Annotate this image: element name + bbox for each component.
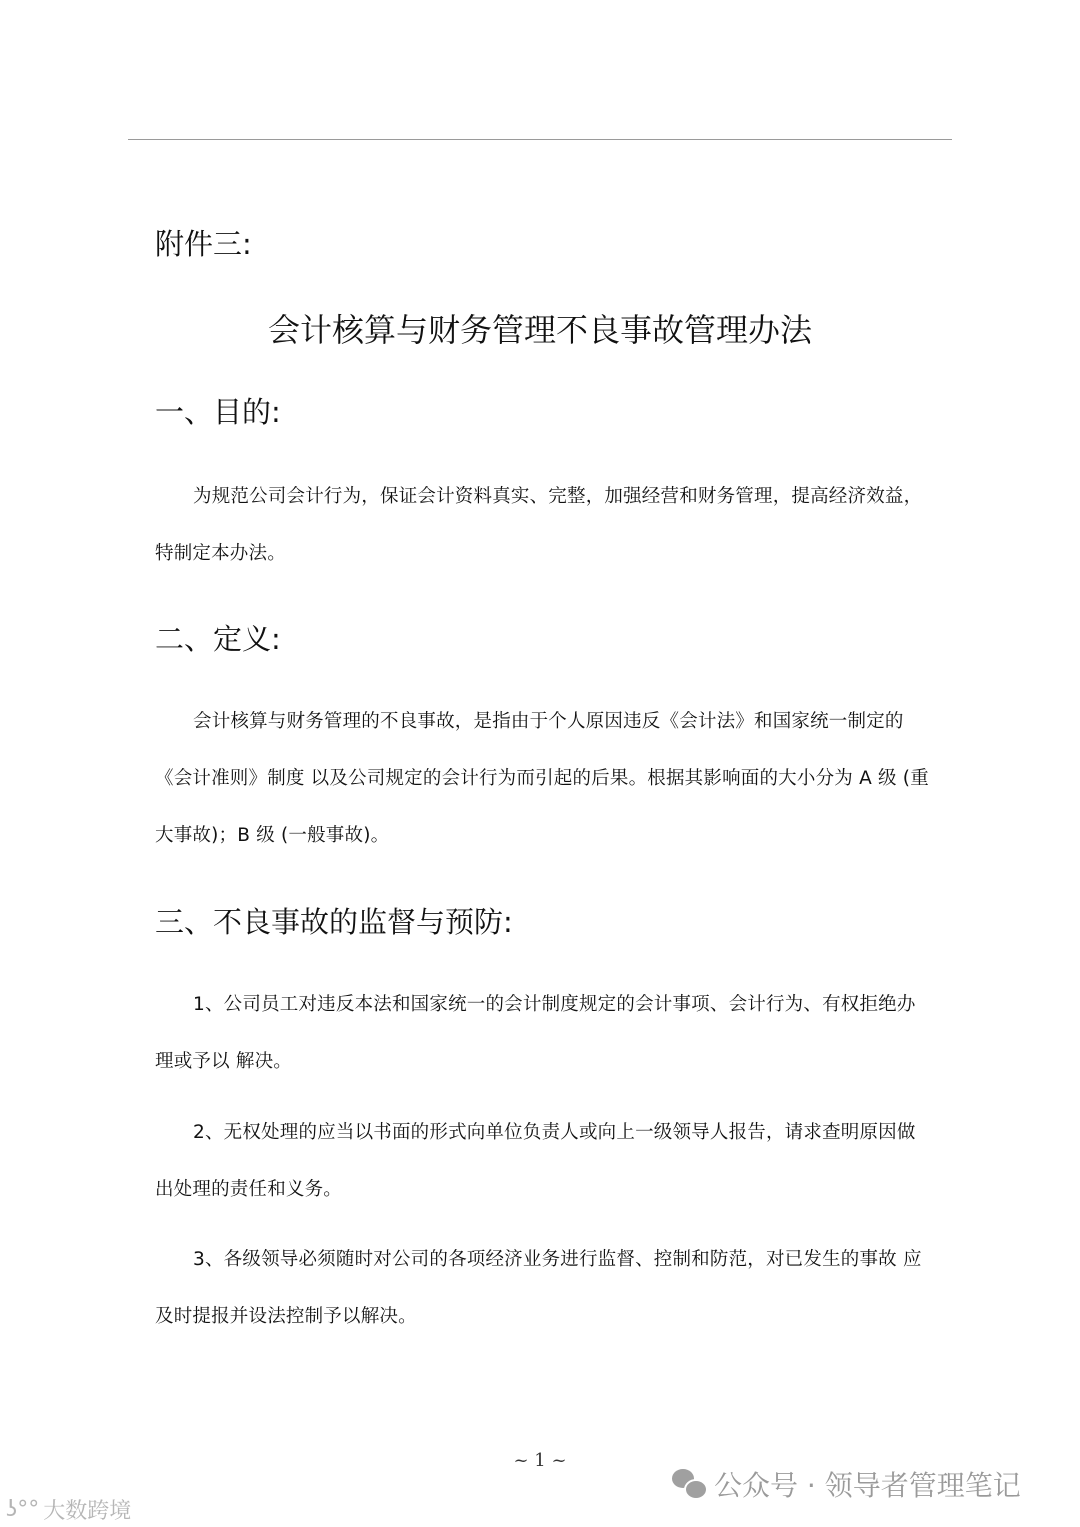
section-heading-definition: 二、定义: — [155, 622, 281, 656]
watermark-wechat — [672, 1464, 1021, 1504]
list-item-line: 及时提报并设法控制予以解决。 — [155, 1306, 417, 1327]
document-title: 会计核算与财务管理不良事故管理办法 — [267, 311, 812, 349]
watermark-text: 大数跨境 — [43, 1499, 132, 1524]
list-item-line: 2、无权处理的应当以书面的形式向单位负责人或向上一级领导人报告，请求查明原因做 — [193, 1122, 916, 1143]
page-number: ~ 1 ~ — [513, 1450, 567, 1471]
paragraph-line: 大事故)；B 级 (一般事故)。 — [155, 825, 390, 846]
paragraph-line: 特制定本办法。 — [155, 543, 286, 564]
annex-label: 附件三: — [155, 227, 252, 261]
section-heading-supervision: 三、不良事故的监督与预防: — [155, 905, 513, 939]
list-item-line: 1、公司员工对违反本法和国家统一的会计制度规定的会计事项、会计行为、有权拒绝办 — [193, 994, 916, 1015]
list-item-line: 3、各级领导必须随时对公司的各项经济业务进行监督、控制和防范，对已发生的事故 应 — [193, 1249, 922, 1270]
paragraph-line: 《会计准则》制度 以及公司规定的会计行为而引起的后果。根据其影响面的大小分为 A 级 (重 — [155, 768, 929, 789]
paragraph-line: 会计核算与财务管理的不良事故，是指由于个人原因违反《会计法》和国家统一制定的 — [193, 711, 904, 732]
header-rule — [128, 139, 952, 140]
section-heading-purpose: 一、目的: — [155, 395, 281, 429]
wechat-icon — [672, 1469, 706, 1499]
paragraph-line: 为规范公司会计行为，保证会计资料真实、完整，加强经营和财务管理，提高经济效益， — [193, 486, 923, 507]
list-item-line: 理或予以 解决。 — [155, 1051, 292, 1072]
watermark-text: 公众号 · 领导者管理笔记 — [714, 1469, 1021, 1502]
watermark-brand — [6, 1494, 131, 1525]
brand-logo-icon: ʖ°° — [6, 1497, 40, 1522]
list-item-line: 出处理的责任和义务。 — [155, 1179, 343, 1200]
